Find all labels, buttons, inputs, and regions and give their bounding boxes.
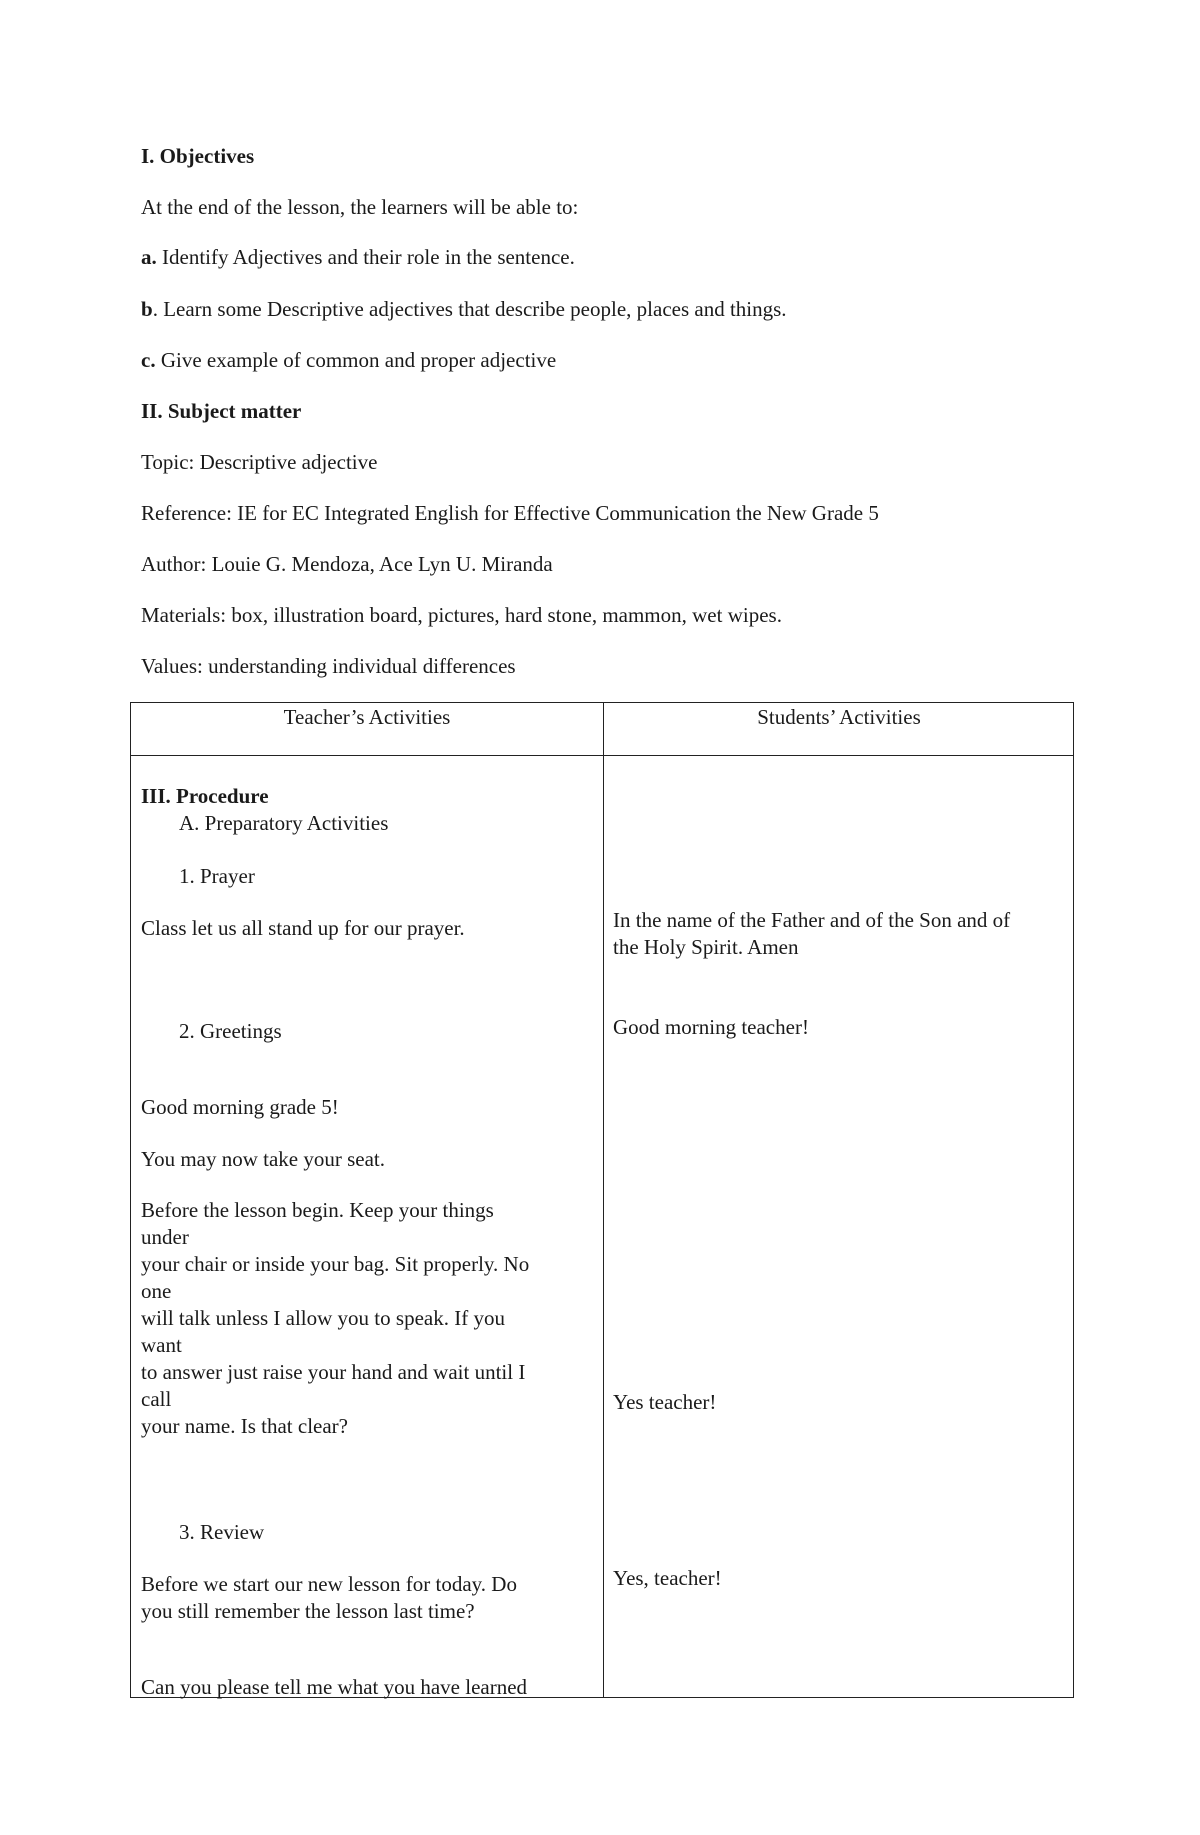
objectives-intro: At the end of the lesson, the learners will be able to: (141, 195, 579, 219)
rules-line: to answer just raise your hand and wait until I (141, 1360, 526, 1384)
objective-text: . Learn some Descriptive adjectives that describe people, places and things. (152, 297, 787, 321)
objective-marker: a. (141, 245, 157, 269)
objective-item-c (141, 347, 556, 374)
column-divider (603, 703, 604, 1697)
topic-line: Topic: Descriptive adjective (141, 450, 378, 474)
reference-line: Reference: IE for EC Integrated English for Effective Communication the New Grade 5 (141, 501, 879, 525)
rules-line: your name. Is that clear? (141, 1414, 348, 1438)
header-divider (131, 755, 1073, 756)
activities-table (130, 702, 1074, 1698)
objective-item-b (141, 296, 787, 323)
rules-line: Before the lesson begin. Keep your things (141, 1198, 494, 1222)
rules-line: under (141, 1225, 189, 1249)
rules-line: will talk unless I allow you to speak. If you (141, 1306, 505, 1330)
prayer-student-text-2: the Holy Spirit. Amen (613, 935, 799, 959)
prayer-label: 1. Prayer (179, 864, 255, 888)
seat-text: You may now take your seat. (141, 1147, 386, 1171)
values-line: Values: understanding individual differences (141, 654, 516, 678)
objective-marker: c. (141, 348, 156, 372)
review-teacher-text-1: Before we start our new lesson for today. Do (141, 1572, 517, 1596)
rules-line: your chair or inside your bag. Sit properly. No (141, 1252, 530, 1276)
review-student-text: Yes, teacher! (613, 1566, 722, 1590)
preparatory-activities: A. Preparatory Activities (179, 811, 389, 835)
rules-student-text: Yes teacher! (613, 1390, 717, 1414)
teacher-activities-header: Teacher’s Activities (283, 705, 451, 729)
objective-text: Give example of common and proper adjective (155, 348, 557, 372)
objective-text: Identify Adjectives and their role in the sentence. (156, 245, 575, 269)
rules-line: want (141, 1333, 182, 1357)
review-teacher-text-3: Can you please tell me what you have learned (141, 1675, 528, 1699)
greet-teacher-text: Good morning grade 5! (141, 1095, 339, 1119)
greetings-student-text: Good morning teacher! (613, 1015, 809, 1039)
subject-matter-heading: II. Subject matter (141, 399, 302, 423)
materials-line: Materials: box, illustration board, pictures, hard stone, mammon, wet wipes. (141, 603, 782, 627)
review-teacher-text-2: you still remember the lesson last time? (141, 1599, 475, 1623)
procedure-heading: III. Procedure (141, 784, 269, 808)
objective-marker: b (141, 297, 153, 321)
greetings-label: 2. Greetings (179, 1019, 282, 1043)
prayer-student-text-1: In the name of the Father and of the Son and of (613, 908, 1011, 932)
objectives-heading: I. Objectives (141, 144, 255, 168)
students-activities-header: Students’ Activities (757, 705, 921, 729)
rules-line: call (141, 1387, 172, 1411)
prayer-teacher-text: Class let us all stand up for our prayer. (141, 916, 465, 940)
objective-item-a (141, 244, 575, 271)
author-line: Author: Louie G. Mendoza, Ace Lyn U. Miranda (141, 552, 553, 576)
review-label: 3. Review (179, 1520, 265, 1544)
rules-line: one (141, 1279, 172, 1303)
